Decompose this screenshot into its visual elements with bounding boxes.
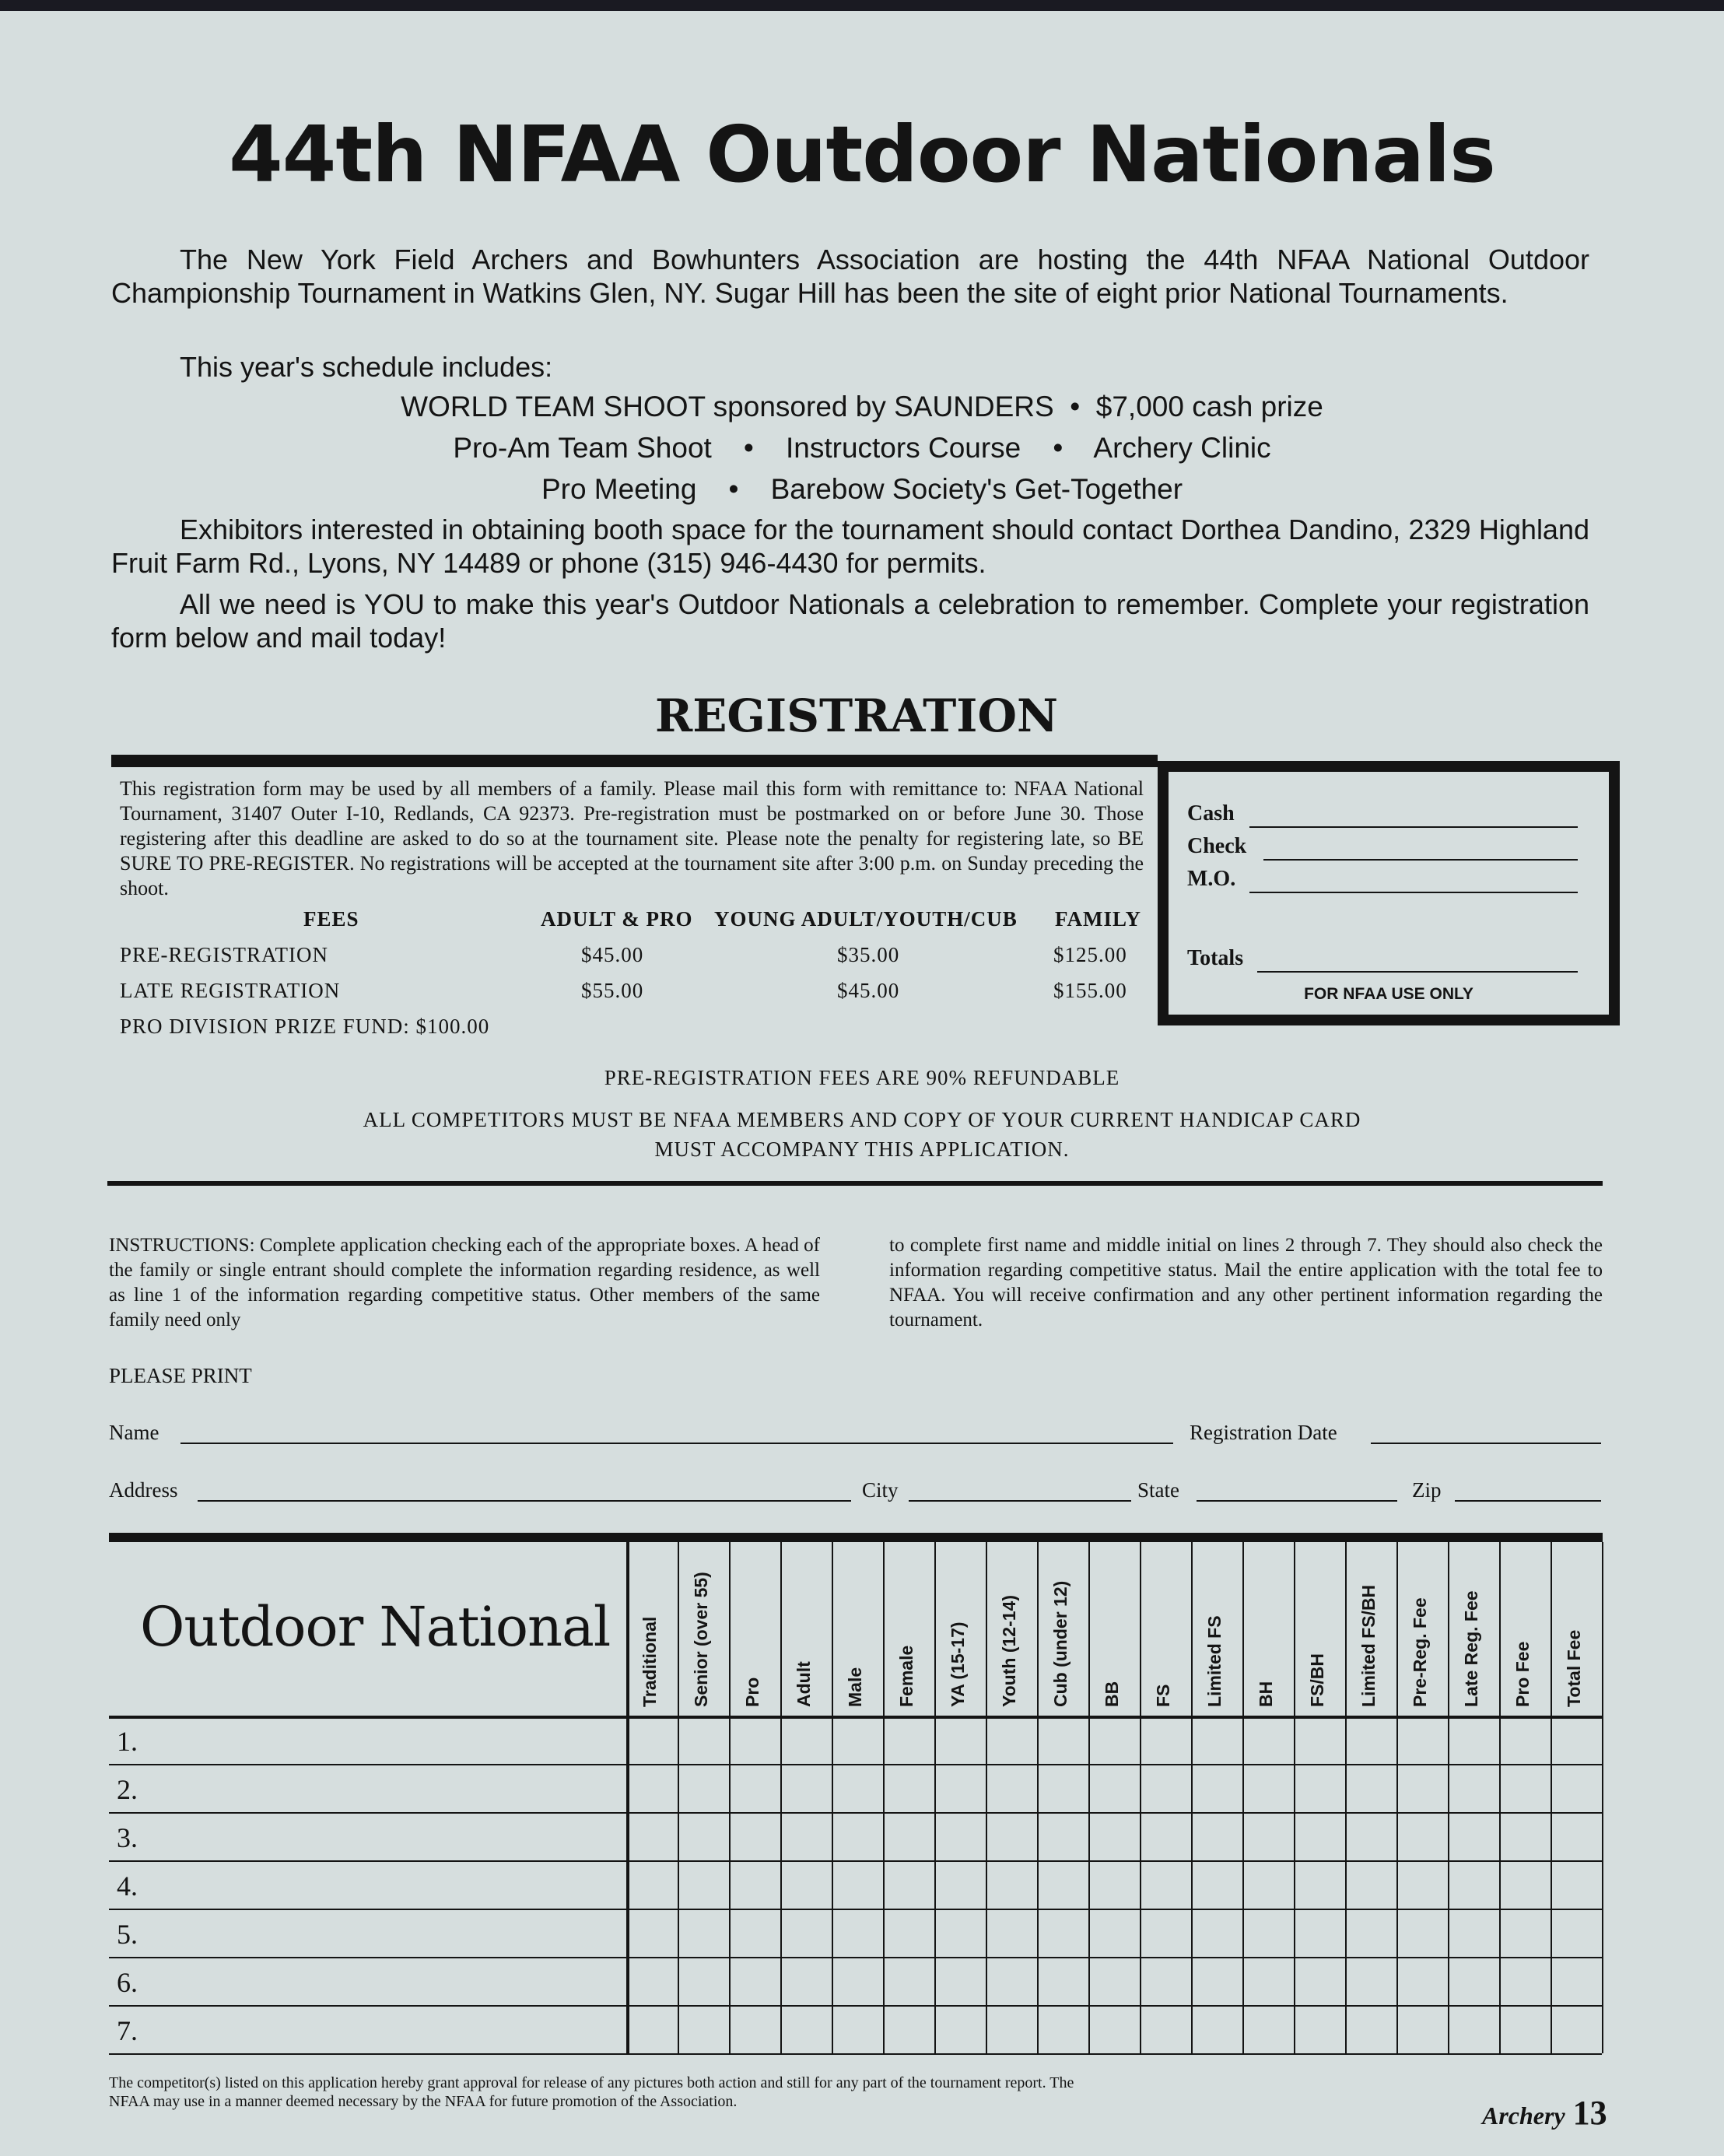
entry-checkbox-cell[interactable]: [1348, 1863, 1393, 1905]
entrant-name-field[interactable]: [163, 1960, 618, 2002]
entry-checkbox-cell[interactable]: [1502, 1767, 1547, 1809]
entry-checkbox-cell[interactable]: [1554, 1863, 1599, 1905]
entry-checkbox-cell[interactable]: [1092, 1960, 1137, 2002]
entry-checkbox-cell[interactable]: [1297, 1815, 1342, 1857]
registration-top-bar: [111, 755, 1158, 767]
entry-checkbox-cell[interactable]: [835, 1767, 880, 1809]
entry-checkbox-cell[interactable]: [1554, 1719, 1599, 1761]
registration-date-field[interactable]: [1371, 1443, 1601, 1444]
entry-checkbox-cell[interactable]: [1092, 1863, 1137, 1905]
address-label: Address: [109, 1478, 178, 1502]
entry-checkbox-cell[interactable]: [783, 1719, 829, 1761]
entry-checkbox-cell[interactable]: [629, 1719, 675, 1761]
entry-checkbox-cell[interactable]: [1246, 1815, 1291, 1857]
entry-checkbox-cell[interactable]: [1194, 1767, 1239, 1809]
instructions-left: INSTRUCTIONS: Complete application checking each of the appropriate boxes. A head of the family or single entrant should complete the information regarding residence, as well as line 1 of the information regarding competitive status. Other members of the same family need only: [109, 1235, 820, 1330]
entry-checkbox-cell[interactable]: [1554, 1912, 1599, 1954]
entry-checkbox-cell[interactable]: [1451, 1815, 1496, 1857]
fees-pre-young: $35.00: [837, 943, 900, 966]
column-header: Male: [845, 1667, 865, 1707]
section-divider: [107, 1181, 1603, 1186]
page-title: 44th NFAA Outdoor Nationals: [229, 109, 1495, 200]
entry-checkbox-cell[interactable]: [1246, 1863, 1291, 1905]
entry-checkbox-cell[interactable]: [1554, 2008, 1599, 2050]
entry-checkbox-cell[interactable]: [783, 1912, 829, 1954]
entry-checkbox-cell[interactable]: [886, 1912, 931, 1954]
entry-checkbox-cell[interactable]: [1297, 1863, 1342, 1905]
entry-checkbox-cell[interactable]: [783, 1767, 829, 1809]
column-header: Late Reg. Fee: [1461, 1590, 1481, 1707]
nfaa-use-only-box: [1158, 761, 1620, 1025]
entry-checkbox-cell[interactable]: [681, 1912, 726, 1954]
mo-label: M.O.: [1187, 867, 1236, 891]
table-column-divider: [934, 1542, 936, 2053]
members-notice-line-1: ALL COMPETITORS MUST BE NFAA MEMBERS AND COPY OF YOUR CURRENT HANDICAP CARD: [363, 1108, 1361, 1131]
entry-checkbox-cell[interactable]: [1297, 1767, 1342, 1809]
entrant-name-field[interactable]: [163, 1719, 618, 1761]
zip-field[interactable]: [1455, 1500, 1601, 1502]
entry-checkbox-cell[interactable]: [629, 1767, 675, 1809]
entry-checkbox-cell[interactable]: [1194, 1863, 1239, 1905]
please-print-label: PLEASE PRINT: [109, 1364, 252, 1387]
intro-paragraph-2: This year's schedule includes:: [180, 351, 553, 383]
entry-checkbox-cell[interactable]: [1040, 1815, 1085, 1857]
entry-checkbox-cell[interactable]: [732, 1863, 777, 1905]
entry-checkbox-cell[interactable]: [1400, 1960, 1445, 2002]
entry-checkbox-cell[interactable]: [989, 1815, 1034, 1857]
entry-checkbox-cell[interactable]: [732, 1960, 777, 2002]
fees-late-adult: $55.00: [581, 979, 644, 1002]
row-number: 5.: [117, 1919, 138, 1950]
table-column-divider: [1140, 1542, 1141, 2053]
fees-late-young: $45.00: [837, 979, 900, 1002]
registration-instructions: This registration form may be used by all members of a family. Please mail this form with remittance to: NFAA National Tournament, 31407 Outer I-10, Redlands, CA 92373. Pre-registration must be postmarked on or before June 30. Those registering after this deadline are asked to do so at the tournament site. Please note the penalty for registering late, so BE SURE TO PRE-REGISTER. No registrations will be accepted at the tournament site after 3:00 p.m. on Sunday preceding the shoot.: [120, 777, 1144, 899]
column-header: BB: [1102, 1681, 1122, 1707]
pro-prize-fund: PRO DIVISION PRIZE FUND: $100.00: [120, 1015, 490, 1038]
entry-checkbox-cell[interactable]: [1040, 1863, 1085, 1905]
column-header: Cub (under 12): [1050, 1580, 1070, 1707]
entry-checkbox-cell[interactable]: [1040, 1719, 1085, 1761]
entry-checkbox-cell[interactable]: [1092, 2008, 1137, 2050]
table-column-divider: [1294, 1542, 1295, 2053]
table-column-divider: [780, 1542, 782, 2053]
fees-header-adult: ADULT & PRO: [541, 907, 693, 931]
row-number: 3.: [117, 1822, 138, 1853]
row-number: 1.: [117, 1726, 138, 1757]
entrant-name-field[interactable]: [163, 1815, 618, 1857]
column-header: FS: [1153, 1684, 1173, 1707]
registration-heading: REGISTRATION: [655, 689, 1058, 742]
entry-checkbox-cell[interactable]: [937, 1719, 983, 1761]
entry-checkbox-cell[interactable]: [1348, 1912, 1393, 1954]
table-column-divider: [1551, 1542, 1552, 2053]
entry-checkbox-cell[interactable]: [1143, 1863, 1188, 1905]
entry-checkbox-cell[interactable]: [1246, 1912, 1291, 1954]
entry-checkbox-cell[interactable]: [886, 2008, 931, 2050]
entry-checkbox-cell[interactable]: [1194, 2008, 1239, 2050]
totals-label: Totals: [1187, 946, 1244, 970]
entry-checkbox-cell[interactable]: [1554, 1960, 1599, 2002]
table-top-bar: [109, 1533, 1603, 1542]
column-header: Pre-Reg. Fee: [1410, 1597, 1430, 1707]
entry-checkbox-cell[interactable]: [681, 2008, 726, 2050]
entry-checkbox-cell[interactable]: [1400, 1815, 1445, 1857]
table-column-divider: [1088, 1542, 1090, 2053]
entry-checkbox-cell[interactable]: [629, 1863, 675, 1905]
table-column-divider: [1602, 1542, 1603, 2053]
check-line: [1263, 859, 1578, 861]
release-statement: The competitor(s) listed on this application hereby grant approval for release of any pictures both action and still for any part of the tournament report. The NFAA may use in a manner deemed necessary by the NFAA for future promotion of the Association.: [109, 2074, 1074, 2110]
state-field[interactable]: [1197, 1500, 1397, 1502]
entry-checkbox-cell[interactable]: [1451, 1960, 1496, 2002]
entry-checkbox-cell[interactable]: [1554, 1767, 1599, 1809]
entry-checkbox-cell[interactable]: [1246, 1960, 1291, 2002]
entry-checkbox-cell[interactable]: [937, 1767, 983, 1809]
entry-checkbox-cell[interactable]: [1502, 2008, 1547, 2050]
cash-label: Cash: [1187, 801, 1235, 826]
entry-checkbox-cell[interactable]: [629, 1912, 675, 1954]
table-row-rule: [109, 1957, 1602, 1958]
table-row-rule: [109, 1860, 1602, 1862]
entry-checkbox-cell[interactable]: [1092, 1767, 1137, 1809]
zip-label: Zip: [1412, 1478, 1442, 1502]
entry-checkbox-cell[interactable]: [1143, 1912, 1188, 1954]
entry-checkbox-cell[interactable]: [732, 2008, 777, 2050]
nfaa-use-only-label: FOR NFAA USE ONLY: [1304, 985, 1473, 1003]
entry-checkbox-cell[interactable]: [1092, 1815, 1137, 1857]
address-field[interactable]: [198, 1500, 851, 1502]
totals-line: [1257, 971, 1578, 973]
entry-checkbox-cell[interactable]: [681, 1767, 726, 1809]
column-header: Traditional: [639, 1616, 660, 1707]
entry-checkbox-cell[interactable]: [1194, 1815, 1239, 1857]
table-row-rule: [109, 1909, 1602, 1910]
entry-checkbox-cell[interactable]: [681, 1863, 726, 1905]
entry-checkbox-cell[interactable]: [1348, 1719, 1393, 1761]
entry-checkbox-cell[interactable]: [1297, 1960, 1342, 2002]
page-number: 13: [1572, 2094, 1607, 2132]
fees-late-family: $155.00: [1053, 979, 1127, 1002]
entry-checkbox-cell[interactable]: [1451, 1767, 1496, 1809]
entry-checkbox-cell[interactable]: [886, 1863, 931, 1905]
entry-checkbox-cell[interactable]: [681, 1815, 726, 1857]
entry-checkbox-cell[interactable]: [937, 1863, 983, 1905]
fees-header-fees: FEES: [303, 907, 359, 931]
row-number: 6.: [117, 1967, 138, 1998]
entry-checkbox-cell[interactable]: [1040, 1960, 1085, 2002]
entry-checkbox-cell[interactable]: [1348, 2008, 1393, 2050]
column-header: Pro Fee: [1512, 1641, 1533, 1707]
refundable-notice: PRE-REGISTRATION FEES ARE 90% REFUNDABLE: [604, 1066, 1120, 1089]
entry-checkbox-cell[interactable]: [835, 1960, 880, 2002]
entrant-name-field[interactable]: [163, 1912, 618, 1954]
entry-checkbox-cell[interactable]: [1502, 1960, 1547, 2002]
entry-checkbox-cell[interactable]: [989, 1767, 1034, 1809]
table-row-rule: [109, 1812, 1602, 1814]
entry-checkbox-cell[interactable]: [1143, 1719, 1188, 1761]
entry-checkbox-cell[interactable]: [1246, 2008, 1291, 2050]
table-column-divider: [883, 1542, 885, 2053]
name-label: Name: [109, 1421, 159, 1444]
entry-checkbox-cell[interactable]: [835, 2008, 880, 2050]
row-number: 4.: [117, 1870, 138, 1902]
fees-pre-label: PRE-REGISTRATION: [120, 943, 329, 966]
mo-line: [1249, 892, 1578, 893]
entry-checkbox-cell[interactable]: [1246, 1767, 1291, 1809]
entry-checkbox-cell[interactable]: [989, 1912, 1034, 1954]
entry-checkbox-cell[interactable]: [629, 1960, 675, 2002]
entry-checkbox-cell[interactable]: [681, 1719, 726, 1761]
entry-checkbox-cell[interactable]: [732, 1767, 777, 1809]
page-footer: [1482, 2093, 1607, 2133]
column-header: Female: [896, 1645, 916, 1707]
entry-checkbox-cell[interactable]: [732, 1815, 777, 1857]
entry-checkbox-cell[interactable]: [1502, 1719, 1547, 1761]
entry-checkbox-cell[interactable]: [886, 1767, 931, 1809]
entry-checkbox-cell[interactable]: [1143, 1815, 1188, 1857]
table-column-divider: [1037, 1542, 1039, 2053]
row-number: 7.: [117, 2015, 138, 2046]
entry-checkbox-cell[interactable]: [1092, 1719, 1137, 1761]
entry-checkbox-cell[interactable]: [1092, 1912, 1137, 1954]
members-notice-line-2: MUST ACCOMPANY THIS APPLICATION.: [654, 1138, 1070, 1161]
table-column-divider: [1191, 1542, 1193, 2053]
entry-checkbox-cell[interactable]: [783, 1960, 829, 2002]
entry-checkbox-cell[interactable]: [1040, 1912, 1085, 1954]
fees-pre-family: $125.00: [1053, 943, 1127, 966]
entry-checkbox-cell[interactable]: [1194, 1912, 1239, 1954]
entry-checkbox-cell[interactable]: [886, 1960, 931, 2002]
instructions-right: to complete first name and middle initial on lines 2 through 7. They should also check the information regarding competitive status. Mail the entire application with the total fee to NFAA. You will receive confirmation and any other pertinent information regarding the tournament.: [889, 1235, 1603, 1330]
entry-checkbox-cell[interactable]: [783, 1815, 829, 1857]
cash-line: [1249, 826, 1578, 828]
entry-checkbox-cell[interactable]: [1451, 1912, 1496, 1954]
entry-checkbox-cell[interactable]: [1451, 1719, 1496, 1761]
entry-checkbox-cell[interactable]: [937, 2008, 983, 2050]
entrant-name-field[interactable]: [163, 1767, 618, 1809]
intro-paragraph-1: The New York Field Archers and Bowhunters Association are hosting the 44th NFAA National Outdoor Championship Tournament in Watkins Glen, NY. Sugar Hill has been the site of eight prior National Tournaments.: [111, 244, 1589, 309]
city-field[interactable]: [909, 1500, 1131, 1502]
entry-checkbox-cell[interactable]: [1040, 1767, 1085, 1809]
outdoor-national-title: Outdoor National: [140, 1595, 611, 1659]
check-label: Check: [1187, 834, 1247, 858]
table-column-divider: [832, 1542, 833, 2053]
table-column-divider: [1242, 1542, 1244, 2053]
entry-checkbox-cell[interactable]: [1502, 1863, 1547, 1905]
fees-pre-adult: $45.00: [581, 943, 644, 966]
table-column-divider: [1396, 1542, 1398, 2053]
entry-checkbox-cell[interactable]: [681, 1960, 726, 2002]
entry-checkbox-cell[interactable]: [937, 1912, 983, 1954]
column-header: Youth (12-14): [999, 1595, 1019, 1707]
column-header: Adult: [794, 1661, 814, 1707]
registration-date-label: Registration Date: [1190, 1421, 1337, 1444]
column-header: Limited FS: [1204, 1615, 1225, 1707]
magazine-name: Archery: [1482, 2102, 1565, 2130]
page-top-border: [0, 0, 1724, 11]
entry-checkbox-cell[interactable]: [1246, 1719, 1291, 1761]
entry-checkbox-cell[interactable]: [835, 1863, 880, 1905]
column-header: Pro: [742, 1677, 762, 1707]
column-header: FS/BH: [1307, 1653, 1327, 1707]
entry-checkbox-cell[interactable]: [1143, 1960, 1188, 2002]
fees-header-young: YOUNG ADULT/YOUTH/CUB: [714, 907, 1018, 931]
column-header: Senior (over 55): [691, 1572, 711, 1707]
schedule-line-2: Pro-Am Team Shoot • Instructors Course • Archery Clinic: [453, 432, 1271, 464]
fees-header-family: FAMILY: [1055, 907, 1142, 931]
intro-paragraph-3: Exhibitors interested in obtaining booth space for the tournament should contact Dorthea Dandino, 2329 Highland Fruit Farm Rd., Lyons, NY 14489 or phone (315) 946-4430 for permits.: [111, 514, 1589, 579]
entry-checkbox-cell[interactable]: [732, 1912, 777, 1954]
table-column-divider: [678, 1542, 679, 2053]
intro-paragraph-4: All we need is YOU to make this year's Outdoor Nationals a celebration to remember. Complete your registration form below and mail today!: [111, 588, 1589, 654]
entrant-name-field[interactable]: [163, 1863, 618, 1905]
entry-checkbox-cell[interactable]: [989, 1863, 1034, 1905]
entry-checkbox-cell[interactable]: [1502, 1912, 1547, 1954]
entry-checkbox-cell[interactable]: [1400, 1863, 1445, 1905]
table-row-rule: [109, 2053, 1602, 2055]
city-label: City: [862, 1478, 899, 1502]
entrant-name-field[interactable]: [163, 2008, 618, 2050]
name-field[interactable]: [180, 1443, 1173, 1444]
entry-checkbox-cell[interactable]: [835, 1912, 880, 1954]
entry-checkbox-cell[interactable]: [937, 1815, 983, 1857]
table-row-rule: [109, 2005, 1602, 2007]
table-column-divider: [986, 1542, 987, 2053]
schedule-line-1: WORLD TEAM SHOOT sponsored by SAUNDERS • $7,000 cash prize: [401, 391, 1323, 422]
entry-checkbox-cell[interactable]: [1297, 1912, 1342, 1954]
entry-checkbox-cell[interactable]: [835, 1815, 880, 1857]
entry-checkbox-cell[interactable]: [1502, 1815, 1547, 1857]
column-header: BH: [1256, 1681, 1276, 1707]
row-number: 2.: [117, 1774, 138, 1805]
entry-checkbox-cell[interactable]: [1194, 1719, 1239, 1761]
column-header: Total Fee: [1564, 1629, 1584, 1707]
table-column-divider: [729, 1542, 731, 2053]
column-header: YA (15-17): [948, 1621, 968, 1707]
entry-checkbox-cell[interactable]: [1400, 2008, 1445, 2050]
entry-checkbox-cell[interactable]: [1451, 1863, 1496, 1905]
entry-checkbox-cell[interactable]: [1194, 1960, 1239, 2002]
entry-checkbox-cell[interactable]: [1040, 2008, 1085, 2050]
entry-checkbox-cell[interactable]: [783, 1863, 829, 1905]
entry-checkbox-cell[interactable]: [989, 2008, 1034, 2050]
entry-checkbox-cell[interactable]: [732, 1719, 777, 1761]
fees-late-label: LATE REGISTRATION: [120, 979, 341, 1002]
table-column-divider: [1448, 1542, 1449, 2053]
entry-checkbox-cell[interactable]: [1400, 1719, 1445, 1761]
entry-checkbox-cell[interactable]: [629, 1815, 675, 1857]
entry-checkbox-cell[interactable]: [1400, 1912, 1445, 1954]
table-column-divider: [1345, 1542, 1347, 2053]
entry-checkbox-cell[interactable]: [886, 1815, 931, 1857]
entry-checkbox-cell[interactable]: [1400, 1767, 1445, 1809]
column-header: Limited FS/BH: [1358, 1584, 1379, 1707]
table-row-rule: [109, 1764, 1602, 1765]
table-column-divider: [1499, 1542, 1501, 2053]
schedule-line-3: Pro Meeting • Barebow Society's Get-Together: [541, 473, 1183, 505]
entry-checkbox-cell[interactable]: [1348, 1815, 1393, 1857]
entry-checkbox-cell[interactable]: [989, 1960, 1034, 2002]
entry-checkbox-cell[interactable]: [1348, 1960, 1393, 2002]
entry-checkbox-cell[interactable]: [1143, 2008, 1188, 2050]
entry-checkbox-cell[interactable]: [835, 1719, 880, 1761]
entry-checkbox-cell[interactable]: [1297, 2008, 1342, 2050]
entry-checkbox-cell[interactable]: [629, 2008, 675, 2050]
entry-checkbox-cell[interactable]: [1143, 1767, 1188, 1809]
entry-checkbox-cell[interactable]: [783, 2008, 829, 2050]
entry-checkbox-cell[interactable]: [1348, 1767, 1393, 1809]
entry-checkbox-cell[interactable]: [886, 1719, 931, 1761]
entry-checkbox-cell[interactable]: [1297, 1719, 1342, 1761]
entry-checkbox-cell[interactable]: [989, 1719, 1034, 1761]
entry-checkbox-cell[interactable]: [1554, 1815, 1599, 1857]
entry-checkbox-cell[interactable]: [1451, 2008, 1496, 2050]
entry-checkbox-cell[interactable]: [937, 1960, 983, 2002]
state-label: State: [1137, 1478, 1179, 1502]
